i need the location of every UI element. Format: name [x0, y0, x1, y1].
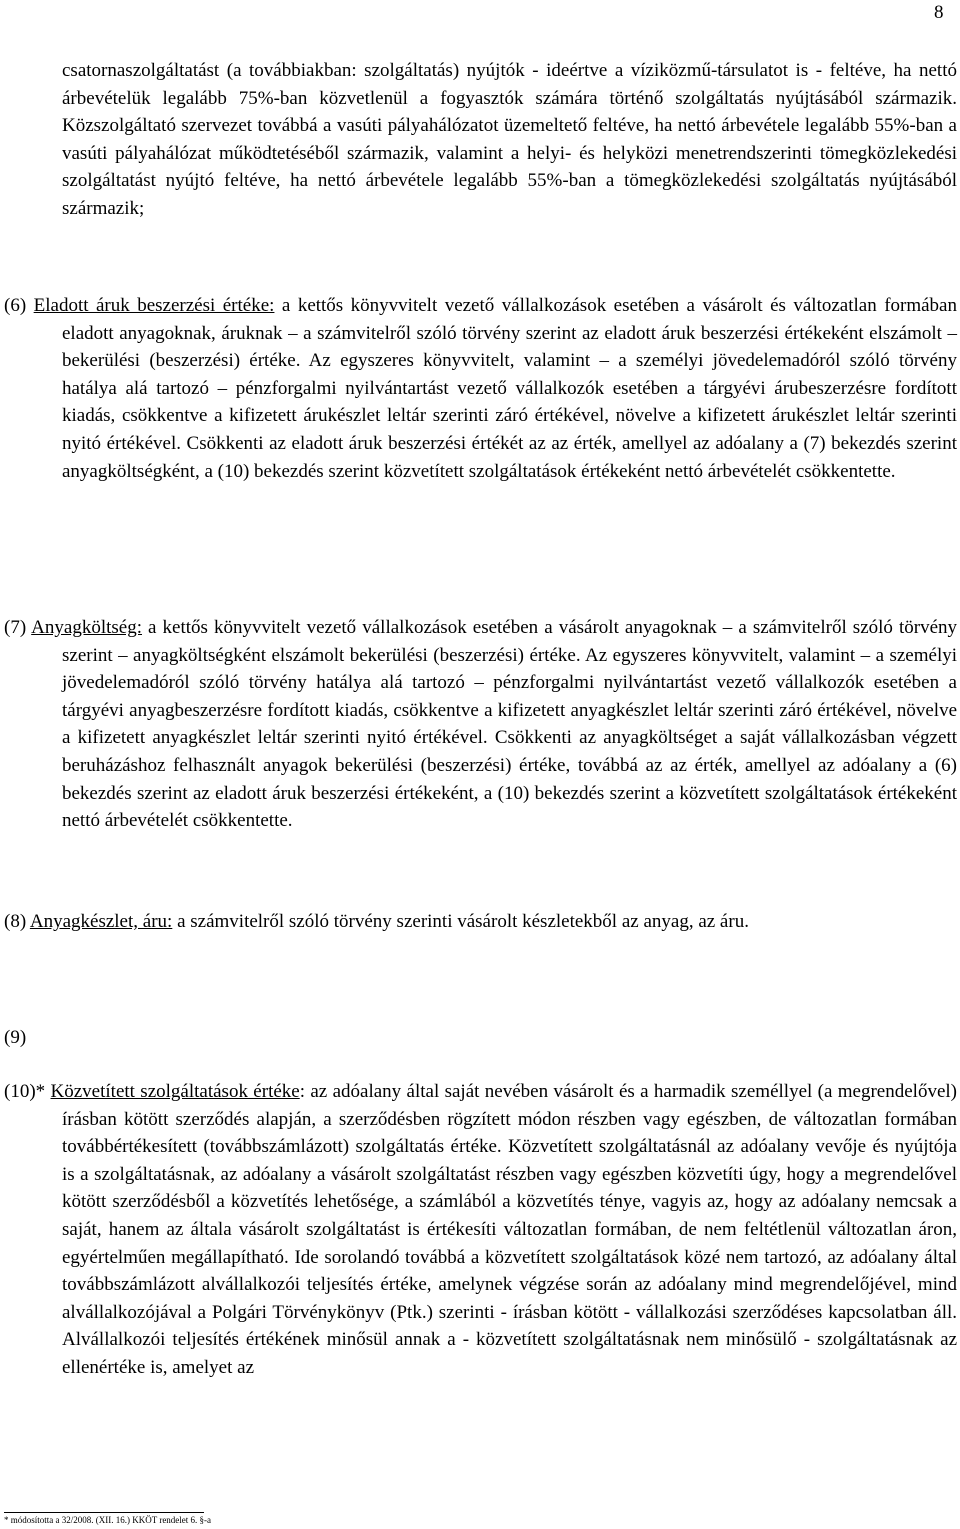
section-10: [4, 1078, 957, 1382]
section-8-paragraph: [4, 908, 957, 936]
section-8-number: (8): [4, 911, 30, 932]
section-7: [4, 614, 957, 835]
page-number: 8: [934, 2, 944, 23]
section-6: [4, 292, 957, 485]
intro-paragraph-block: [62, 57, 957, 223]
section-9: [4, 1024, 957, 1052]
section-8-term: Anyagkészlet, áru:: [29, 911, 173, 932]
section-10-text: : az adóalany által saját nevében vásárolt és a harmadik személlyel (a megrendelővel) írásban kötött szerződés alapján, a szerződésben rögzített módon részben vagy egészben, de változatlan formában továbbértékesített (továbbszámlázott) szolgáltatás értéke. Közvetített szolgáltatásnál az adóalany vevője és nyújtója is a szolgáltatásnak, az adóalany a vásárolt szolgáltatást részben vagy egészben közvetíti úgy, hogy a megrendelővel kötött szerződésből a közvetítés lehetősége, a számlából a közvetítés ténye, vagyis az, hogy az adóalany nemcsak a saját, hanem az általa vásárolt szolgáltatást is értékesíti változatlan formában, de nem feltétlenül változatlan áron, egyértelműen megállapítható. Ide sorolandó továbbá a közvetített szolgáltatások közé nem tartozó, az adóalany által továbbszámlázott alvállalkozói teljesítés értéke, amelynek végzése során az adóalany mind megrendelőjével, mind alvállalkozójával a Polgári Törvénykönyv (Ptk.) szerinti - írásban kötött - vállalkozási szerződéses kapcsolatban áll. Alvállalkozói teljesítés értékének minősül annak a - közvetített szolgáltatásnak nem minősülő - szolgáltatásnak az ellenértéke is, amelyet az: [62, 1081, 957, 1378]
section-9-paragraph: [4, 1024, 957, 1052]
section-7-paragraph: [4, 614, 957, 835]
section-6-number: (6): [4, 295, 34, 316]
section-10-paragraph: [4, 1078, 957, 1382]
section-6-paragraph: [4, 292, 957, 485]
section-6-text: a kettős könyvvitelt vezető vállalkozások esetében a vásárolt és változatlan formában eladott anyagoknak, áruknak – a számvitelről szóló törvény szerint az eladott áruk beszerzési értékeként elszámolt – bekerülési (beszerzési) értéke. Az egyszeres könyvvitelt, valamint – a személyi jövedelemadóról szóló törvény hatálya alá tartozó – pénzforgalmi nyilvántartást vezető vállalkozók esetében a tárgyévi árubeszerzésre fordított kiadás, csökkentve a kifizetett árukészlet leltár szerinti záró értékével, növelve a kifizetett árukészlet leltár szerinti nyitó értékével. Csökkenti az eladott áruk beszerzési értékét az az érték, amellyel az adóalany a (7) bekezdés szerint anyagköltségként, a (10) bekezdés szerint közvetített szolgáltatások értékeként nettó árbevételét csökkentette.: [62, 295, 957, 482]
footnote-divider: [4, 1512, 204, 1513]
section-7-term: Anyagköltség:: [31, 617, 142, 638]
section-9-number: (9): [4, 1027, 27, 1048]
intro-paragraph: csatornaszolgáltatást (a továbbiakban: szolgáltatás) nyújtók - ideértve a víziközmű-társulatot is - feltéve, ha nettó árbevételük legalább 75%-ban közvetlenül a fogyasztók számára történő szolgáltatás nyújtásából származik. Közszolgáltató szervezet továbbá a vasúti pályahálózatot üzemeltető feltéve, ha nettó árbevétele legalább 55%-ban a vasúti pályahálózat működtetéséből származik, valamint a helyi- és helyközi menetrendszerinti tömegközlekedési szolgáltatást nyújtó feltéve, ha nettó árbevétele legalább 55%-ban a tömegközlekedési szolgáltatás nyújtásából származik;: [62, 60, 957, 219]
footnote: * módosította a 32/2008. (XII. 16.) KKÖT rendelet 6. §-a: [4, 1515, 212, 1525]
section-7-text: a kettős könyvvitelt vezető vállalkozások esetében a vásárolt anyagoknak – a számvitelről szóló törvény szerint – anyagköltségként elszámolt bekerülési (beszerzési) értéke. Az egyszeres könyvvitelt, valamint – a személyi jövedelemadóról szóló törvény hatálya alá tartozó – pénzforgalmi nyilvántartást vezető vállalkozók esetében a tárgyévi anyagbeszerzésre fordított kiadás, csökkentve a kifizetett anyagkészlet leltár szerinti záró értékével, növelve a kifizetett anyagkészlet leltár szerinti nyitó értékével. Csökkenti az anyagköltséget a saját vállalkozásban végzett beruházáshoz felhasznált anyagok bekerülési (beszerzési) értéke, továbbá az az érték, amellyel az adóalany a (6) bekezdés szerint az eladott áruk beszerzési értékeként, a (10) bekezdés szerint a közvetített szolgáltatások értékeként nettó árbevételét csökkentette.: [62, 617, 957, 832]
section-10-number: (10)*: [4, 1081, 51, 1102]
section-10-term: Közvetített szolgáltatások értéke: [50, 1081, 300, 1102]
section-6-term: Eladott áruk beszerzési értéke:: [33, 295, 275, 316]
section-8: [4, 908, 957, 936]
section-8-text: a számvitelről szóló törvény szerinti vásárolt készletekből az anyag, az áru.: [172, 911, 749, 932]
section-7-number: (7): [4, 617, 32, 638]
